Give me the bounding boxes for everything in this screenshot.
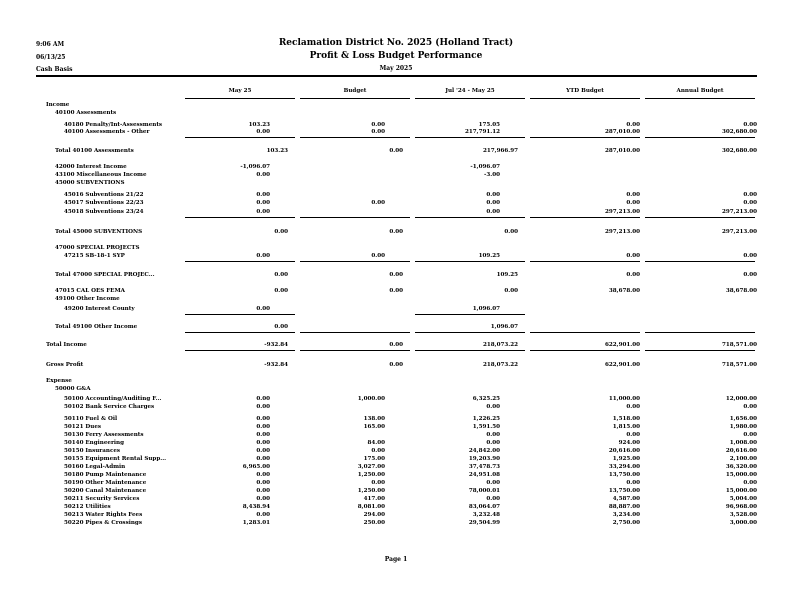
row-label: 47000 SPECIAL PROJECTS (55, 245, 140, 251)
row-value: 0.00 (256, 172, 270, 178)
row-value: 0.00 (626, 200, 640, 206)
row-label: 50140 Engineering (64, 440, 125, 446)
col-header-underline (530, 98, 640, 99)
row-value: 0.00 (389, 342, 403, 348)
row-label: 50212 Utilities (64, 504, 111, 510)
table-row (0, 208, 792, 216)
subtotal-rule (185, 332, 295, 333)
row-value: 0.00 (626, 432, 640, 438)
row-label: 50213 Water Rights Fees (64, 512, 143, 518)
row-value: 287,010.00 (604, 129, 640, 135)
row-value: 1,000.00 (357, 396, 385, 402)
row-value: 0.00 (256, 440, 270, 446)
row-label: 42000 Interest Income (55, 164, 127, 170)
row-value: 15,000.00 (725, 472, 757, 478)
table-row (0, 244, 792, 252)
row-value: 217,791.12 (464, 129, 500, 135)
row-label: 50000 G&A (55, 386, 91, 392)
row-value: 0.00 (256, 512, 270, 518)
row-value: 0.00 (274, 288, 288, 294)
row-value: 297,213.00 (604, 209, 640, 215)
table-row (0, 191, 792, 199)
row-value: 0.00 (371, 129, 385, 135)
row-value: 0.00 (256, 448, 270, 454)
subtotal-rule (645, 332, 755, 333)
row-label: 47015 CAL OES FEMA (55, 288, 125, 294)
row-label: 50110 Fuel & Oil (64, 416, 118, 422)
row-value: 0.00 (371, 253, 385, 259)
row-value: 84.00 (367, 440, 385, 446)
table-row (0, 415, 792, 423)
row-value: 175.05 (478, 122, 500, 128)
row-value: 622,901.00 (604, 362, 640, 368)
row-value: 0.00 (743, 480, 757, 486)
row-value: 0.00 (371, 200, 385, 206)
row-label: Total 47000 SPECIAL PROJEC... (55, 272, 155, 278)
row-value: 0.00 (256, 432, 270, 438)
subtotal-rule (300, 217, 410, 218)
col-header-annual-budget: Annual Budget (676, 88, 724, 94)
col-header-underline (415, 98, 525, 99)
row-value: 1,518.00 (612, 416, 640, 422)
row-value: 0.00 (256, 488, 270, 494)
row-value: 83,064.07 (468, 504, 500, 510)
row-value: 0.00 (256, 129, 270, 135)
row-label: 50220 Pipes & Crossings (64, 520, 142, 526)
row-value: 0.00 (371, 122, 385, 128)
row-value: 19,203.90 (468, 456, 500, 462)
subtotal-rule (300, 261, 410, 262)
row-value: 3,232.48 (472, 512, 500, 518)
row-label: 45018 Subventions 23/24 (64, 209, 144, 215)
table-row (0, 511, 792, 519)
subtotal-rule (300, 350, 410, 351)
report-period: May 2025 (379, 65, 413, 72)
row-label: Total 40100 Assessments (55, 148, 134, 154)
row-value: 0.00 (743, 253, 757, 259)
row-value: 29,504.99 (468, 520, 500, 526)
row-value: 13,750.00 (608, 472, 640, 478)
table-row (0, 439, 792, 447)
row-value: 0.00 (274, 229, 288, 235)
row-label: 45000 SUBVENTIONS (55, 180, 125, 186)
row-value: 287,010.00 (604, 148, 640, 154)
row-value: -1,096.07 (240, 164, 270, 170)
row-value: 297,213.00 (721, 229, 757, 235)
row-value: 96,968.00 (725, 504, 757, 510)
table-row (0, 455, 792, 463)
row-value: 417.00 (363, 496, 385, 502)
page-number: Page 1 (384, 556, 408, 563)
table-row (0, 287, 792, 295)
row-label: 40100 Assessments - Other (64, 129, 150, 135)
row-value: 0.00 (256, 209, 270, 215)
subtotal-rule (530, 137, 640, 138)
row-value: 0.00 (256, 416, 270, 422)
row-label: 50130 Ferry Assessments (64, 432, 144, 438)
subtotal-rule (530, 350, 640, 351)
row-value: 15,000.00 (725, 488, 757, 494)
row-value: 4,587.00 (612, 496, 640, 502)
row-label: 45016 Subventions 21/22 (64, 192, 144, 198)
table-row (0, 109, 792, 117)
row-value: 36,320.00 (725, 464, 757, 470)
row-value: 12,000.00 (725, 396, 757, 402)
subtotal-rule (645, 137, 755, 138)
row-value: 13,750.00 (608, 488, 640, 494)
table-row (0, 503, 792, 511)
row-value: 6,965.00 (242, 464, 270, 470)
table-row (0, 385, 792, 393)
table-row (0, 147, 792, 155)
table-row (0, 423, 792, 431)
row-value: 20,616.00 (725, 448, 757, 454)
subtotal-rule (415, 332, 525, 333)
table-row (0, 171, 792, 179)
row-value: 103.23 (248, 122, 270, 128)
table-row (0, 341, 792, 349)
row-value: 0.00 (626, 253, 640, 259)
row-label: 40100 Assessments (55, 110, 117, 116)
row-label: Total Income (46, 342, 87, 348)
subtotal-rule (530, 332, 640, 333)
row-value: 0.00 (486, 209, 500, 215)
subtotal-rule (300, 332, 410, 333)
row-value: 0.00 (743, 432, 757, 438)
row-value: 0.00 (256, 480, 270, 486)
row-label: 50121 Dues (64, 424, 102, 430)
row-value: 0.00 (389, 362, 403, 368)
table-row (0, 463, 792, 471)
row-value: 0.00 (256, 396, 270, 402)
row-value: 0.00 (504, 229, 518, 235)
row-label: 50200 Canal Maintenance (64, 488, 147, 494)
subtotal-rule (185, 217, 295, 218)
row-value: 1,226.25 (472, 416, 500, 422)
row-value: 1,815.00 (612, 424, 640, 430)
row-value: 0.00 (389, 148, 403, 154)
row-label: Total 45000 SUBVENTIONS (55, 229, 143, 235)
row-label: 49100 Other Income (55, 296, 120, 302)
row-value: 218,073.22 (482, 342, 518, 348)
row-label: 50211 Security Services (64, 496, 140, 502)
row-value: 165.00 (363, 424, 385, 430)
subtotal-rule (415, 137, 525, 138)
row-value: 0.00 (743, 272, 757, 278)
row-value: 1,656.00 (729, 416, 757, 422)
row-label: 50100 Accounting/Auditing F... (64, 396, 162, 402)
row-value: 1,096.07 (490, 324, 518, 330)
row-value: 8,438.94 (242, 504, 270, 510)
subtotal-rule (185, 350, 295, 351)
col-header-underline (185, 98, 295, 99)
row-value: 1,980.00 (729, 424, 757, 430)
row-value: 88,887.00 (608, 504, 640, 510)
row-label: 40180 Penalty/Int-Assessments (64, 122, 163, 128)
row-value: 0.00 (743, 192, 757, 198)
table-row (0, 228, 792, 236)
row-value: 20,616.00 (608, 448, 640, 454)
subtotal-rule (530, 261, 640, 262)
row-value: 0.00 (486, 480, 500, 486)
subtotal-rule (645, 350, 755, 351)
table-row (0, 323, 792, 331)
table-row (0, 295, 792, 303)
row-value: 11,000.00 (608, 396, 640, 402)
row-value: 6,325.25 (472, 396, 500, 402)
row-value: 0.00 (389, 288, 403, 294)
table-row (0, 431, 792, 439)
row-value: 0.00 (389, 229, 403, 235)
row-value: 78,000.01 (468, 488, 500, 494)
col-header-budget: Budget (343, 88, 367, 94)
table-row (0, 377, 792, 385)
row-value: 1,008.00 (729, 440, 757, 446)
row-value: 294.00 (363, 512, 385, 518)
col-header-underline (645, 98, 755, 99)
row-value: -3.00 (484, 172, 500, 178)
row-value: 718,571.00 (721, 362, 757, 368)
row-value: 297,213.00 (604, 229, 640, 235)
row-value: 138.00 (363, 416, 385, 422)
row-value: 0.00 (256, 404, 270, 410)
table-row (0, 305, 792, 313)
row-value: 0.00 (256, 192, 270, 198)
table-row (0, 101, 792, 109)
col-header-ytd: Jul '24 - May 25 (445, 88, 495, 94)
table-row (0, 519, 792, 527)
row-value: 37,478.73 (468, 464, 500, 470)
row-value: 250.00 (363, 520, 385, 526)
report-title: Profit & Loss Budget Performance (309, 51, 483, 61)
table-row (0, 199, 792, 207)
table-row (0, 271, 792, 279)
row-value: 0.00 (274, 272, 288, 278)
row-value: 297,213.00 (721, 209, 757, 215)
row-value: 0.00 (256, 306, 270, 312)
subtotal-rule (185, 137, 295, 138)
col-header-month: May 25 (228, 88, 252, 94)
row-label: 50160 Legal-Admin (64, 464, 126, 470)
row-value: 3,528.00 (729, 512, 757, 518)
row-value: -1,096.07 (470, 164, 500, 170)
row-value: 1,591.50 (472, 424, 500, 430)
row-value: 1,925.00 (612, 456, 640, 462)
table-row (0, 487, 792, 495)
row-label: 50150 Insurances (64, 448, 121, 454)
row-value: 5,004.00 (729, 496, 757, 502)
row-value: 1,250.00 (357, 472, 385, 478)
table-row (0, 479, 792, 487)
row-value: 0.00 (371, 480, 385, 486)
row-value: 103.23 (266, 148, 288, 154)
table-row (0, 128, 792, 136)
row-label: 50190 Other Maintenance (64, 480, 147, 486)
row-label: Total 49100 Other Income (55, 324, 138, 330)
table-row (0, 163, 792, 171)
row-value: 0.00 (486, 496, 500, 502)
row-label: 50102 Bank Service Charges (64, 404, 155, 410)
row-value: 175.00 (363, 456, 385, 462)
row-value: 109.25 (496, 272, 518, 278)
row-value: 0.00 (626, 272, 640, 278)
row-value: -932.84 (264, 342, 288, 348)
row-value: 1,283.01 (242, 520, 270, 526)
row-value: 0.00 (626, 122, 640, 128)
row-value: 0.00 (486, 432, 500, 438)
row-value: -932.84 (264, 362, 288, 368)
row-value: 0.00 (256, 472, 270, 478)
row-value: 0.00 (256, 456, 270, 462)
row-value: 718,571.00 (721, 342, 757, 348)
row-label: 50180 Pump Maintenance (64, 472, 147, 478)
row-value: 0.00 (486, 192, 500, 198)
row-value: 24,842.00 (468, 448, 500, 454)
row-label: 49200 Interest County (64, 306, 135, 312)
row-value: 1,250.00 (357, 488, 385, 494)
row-value: 0.00 (486, 200, 500, 206)
row-label: Income (46, 102, 70, 108)
row-value: 2,100.00 (729, 456, 757, 462)
row-value: 0.00 (256, 200, 270, 206)
row-value: 0.00 (486, 440, 500, 446)
org-name: Reclamation District No. 2025 (Holland Tract) (278, 38, 514, 48)
row-label: 50155 Equipment Rental Supp... (64, 456, 167, 462)
table-row (0, 252, 792, 260)
row-value: 24,951.08 (468, 472, 500, 478)
row-label: 43100 Miscellaneous Income (55, 172, 147, 178)
table-row (0, 403, 792, 411)
table-row (0, 495, 792, 503)
table-row (0, 447, 792, 455)
row-value: 0.00 (626, 192, 640, 198)
table-row (0, 395, 792, 403)
row-value: 0.00 (743, 404, 757, 410)
row-value: 622,901.00 (604, 342, 640, 348)
row-label: 45017 Subventions 22/23 (64, 200, 144, 206)
row-value: 3,234.00 (612, 512, 640, 518)
row-value: 0.00 (389, 272, 403, 278)
row-value: 0.00 (743, 122, 757, 128)
row-value: 0.00 (626, 480, 640, 486)
subtotal-rule (645, 217, 755, 218)
row-value: 0.00 (371, 448, 385, 454)
row-value: 3,000.00 (729, 520, 757, 526)
subtotal-rule (415, 314, 525, 315)
row-value: 38,678.00 (608, 288, 640, 294)
row-value: 0.00 (256, 253, 270, 259)
subtotal-rule (300, 137, 410, 138)
row-value: 8,081.00 (357, 504, 385, 510)
header-rule (36, 75, 757, 77)
row-label: Expense (46, 378, 72, 384)
subtotal-rule (415, 261, 525, 262)
subtotal-rule (185, 314, 295, 315)
subtotal-rule (185, 261, 295, 262)
report-time: 9:06 AM (36, 41, 65, 48)
row-value: 33,294.00 (608, 464, 640, 470)
table-row (0, 361, 792, 369)
subtotal-rule (530, 217, 640, 218)
col-header-ytd-budget: YTD Budget (566, 88, 604, 94)
row-value: 0.00 (504, 288, 518, 294)
table-row (0, 471, 792, 479)
row-value: 0.00 (256, 496, 270, 502)
report-basis: Cash Basis (36, 66, 73, 73)
row-value: 302,680.00 (721, 148, 757, 154)
row-label: 47215 SB-18-1 SYP (64, 253, 125, 259)
row-value: 0.00 (256, 424, 270, 430)
row-value: 38,678.00 (725, 288, 757, 294)
col-header-underline (300, 98, 410, 99)
row-value: 3,027.00 (357, 464, 385, 470)
row-value: 0.00 (743, 200, 757, 206)
row-value: 302,680.00 (721, 129, 757, 135)
table-row (0, 179, 792, 187)
subtotal-rule (415, 217, 525, 218)
row-value: 2,750.00 (612, 520, 640, 526)
row-value: 1,096.07 (472, 306, 500, 312)
row-value: 0.00 (626, 404, 640, 410)
row-value: 109.25 (478, 253, 500, 259)
row-value: 0.00 (274, 324, 288, 330)
row-value: 217,966.97 (482, 148, 518, 154)
report-date: 06/13/25 (36, 54, 66, 61)
row-label: Gross Profit (46, 362, 84, 368)
row-value: 0.00 (486, 404, 500, 410)
subtotal-rule (415, 350, 525, 351)
row-value: 218,073.22 (482, 362, 518, 368)
row-value: 924.00 (618, 440, 640, 446)
subtotal-rule (645, 261, 755, 262)
